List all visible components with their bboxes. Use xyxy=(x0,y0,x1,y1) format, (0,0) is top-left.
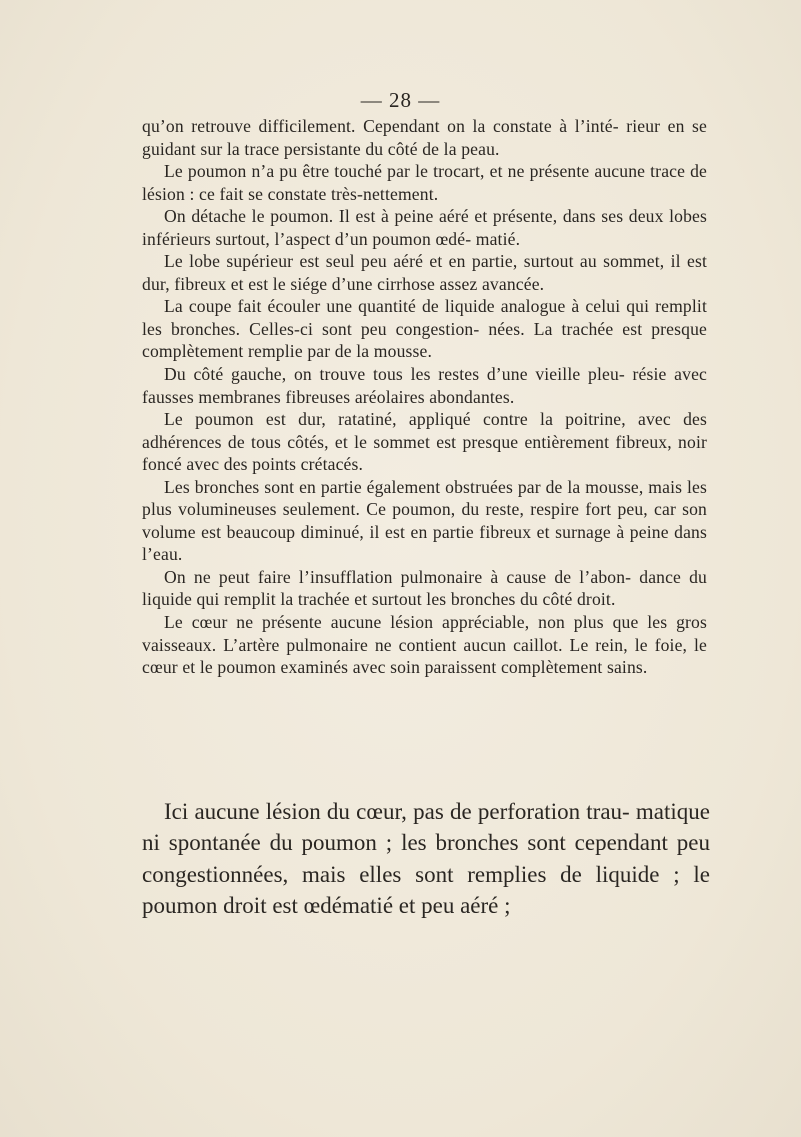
paragraph-continuation: qu’on retrouve difficilement. Cependant on la constate à l’inté- rieur en se guidant sur la trace persistante du côté de la peau. xyxy=(142,116,707,159)
paragraph-bronchi: Les bronches sont en partie également obstruées par de la mousse, mais les plus volumineuses seulement. Ce poumon, du reste, respire fort peu, car son volume est beaucoup diminué, il est en partie fibreux et surnage à peine dans l’eau. xyxy=(142,476,707,565)
body-text xyxy=(142,115,707,679)
paragraph-lung-detached: On détache le poumon. Il est à peine aéré et présente, dans ses deux lobes inférieurs surtout, l’aspect d’un poumon œdé- matié. xyxy=(142,206,707,249)
page-number: — 28 — xyxy=(360,88,441,112)
paragraph-lung-untouched: Le poumon n’a pu être touché par le trocart, et ne présente aucune trace de lésion : ce fait se constate très-nettement. xyxy=(142,161,707,204)
paragraph-left-side: Du côté gauche, on trouve tous les restes d’une vieille pleu- résie avec fausses membranes fibreuses aréolaires abondantes. xyxy=(142,364,707,407)
paragraph-heart: Le cœur ne présente aucune lésion appréciable, non plus que les gros vaisseaux. L’artère pulmonaire ne contient aucun caillot. Le rein, le foie, le cœur et le poumon examinés avec soin paraissent complètement sains. xyxy=(142,612,707,678)
paragraph-section-cut: La coupe fait écouler une quantité de liquide analogue à celui qui remplit les bronches. Celles-ci sont peu congestion- nées. La trachée est presque complètement remplie par de la mousse. xyxy=(142,296,707,362)
paragraph-insufflation: On ne peut faire l’insufflation pulmonaire à cause de l’abon- dance du liquide qui remplit la trachée et surtout les bronches du côté droit. xyxy=(142,566,707,610)
paragraph-left-lung: Le poumon est dur, ratatiné, appliqué contre la poitrine, avec des adhérences de tous côtés, et le sommet est presque entièrement fibreux, noir foncé avec des points crétacés. xyxy=(142,409,707,475)
summary-paragraph: Ici aucune lésion du cœur, pas de perforation trau- matique ni spontanée du poumon ; les bronches sont cependant peu congestionnées, mais elles sont remplies de liquide ; le poumon droit est œdématié et peu aéré ; xyxy=(142,799,710,918)
paragraph-upper-lobe: Le lobe supérieur est seul peu aéré et en partie, surtout au sommet, il est dur, fibreux et est le siége d’une cirrhose assez avancée. xyxy=(142,251,707,294)
summary-note xyxy=(142,796,710,921)
